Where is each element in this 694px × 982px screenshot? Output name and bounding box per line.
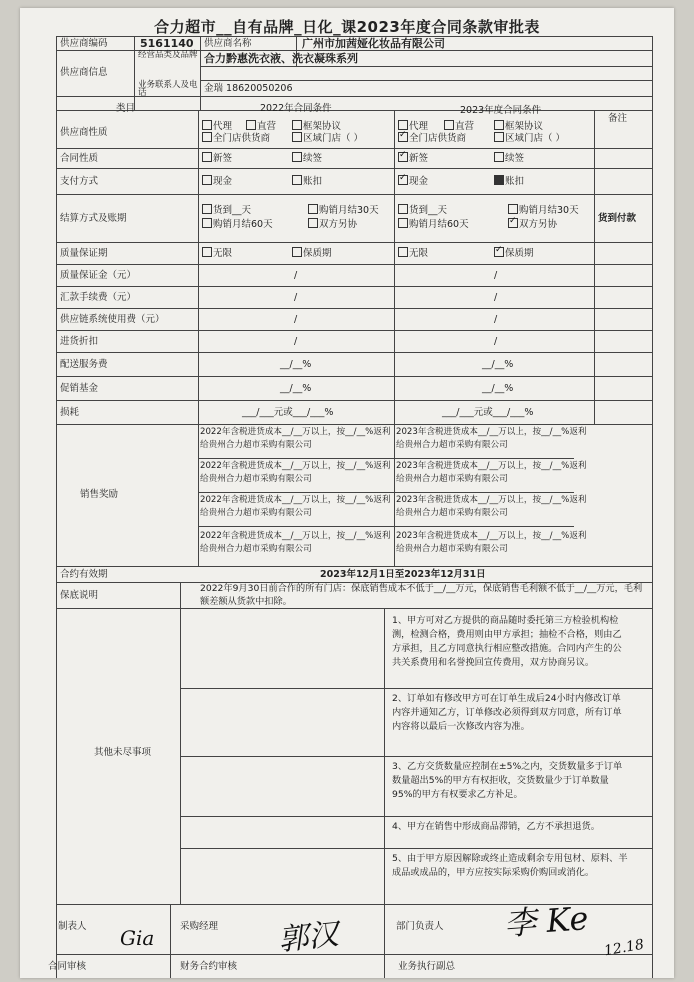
checkbox-new-2023[interactable] xyxy=(398,152,408,162)
contact-value: 金瑞 18620050206 xyxy=(204,83,293,94)
checkbox-monthly30-2023[interactable] xyxy=(508,204,518,214)
checkbox-frame-2023[interactable] xyxy=(494,120,504,130)
row-payment-method: 支付方式 xyxy=(60,176,99,187)
term-1: 1、甲方可对乙方提供的商品随时委托第三方检验机构检测，检测合格，费用则由甲方承担；抽检不合格，则由乙方承担，且乙方同意执行相应整改措施。合同内产生的公共关系费用和名誉挽回宣传费用，双方协商另议。 xyxy=(392,615,622,668)
checkbox-direct-2022[interactable] xyxy=(246,120,256,130)
guarantee-text: 2022年9月30日前合作的所有门店：保底销售成本不低于__/__万元，保底销售毛利额不低于__/__万元，毛利额差额从货款中扣除。 xyxy=(200,583,643,607)
option-monthly60-2022: 购销月结60天 xyxy=(202,218,273,231)
checkbox-monthly60-2022[interactable] xyxy=(202,218,212,228)
option-all-store-2022: 全门店供货商 xyxy=(202,132,270,145)
reward-2023-2: 2023年含税进货成本__/__万以上，按__/__%返利给贵州合力超市采购有限公司 xyxy=(396,461,587,484)
row-remit-fee: 汇款手续费（元） xyxy=(60,292,137,303)
header-category: 类目 xyxy=(116,103,136,114)
header-2023: 2023年度合同条件 xyxy=(460,105,542,116)
row-promo-fund: 促销基金 xyxy=(60,383,99,394)
row-supplier-nature: 供应商性质 xyxy=(60,127,108,138)
checkbox-cash-2023[interactable] xyxy=(398,175,408,185)
checkbox-frame-2022[interactable] xyxy=(292,120,302,130)
option-region-2023: 区域门店（ ） xyxy=(494,132,565,145)
reward-2022-4: 2022年含税进货成本__/__万以上，按__/__%返利给贵州合力超市采购有限公司 xyxy=(200,531,391,554)
option-unlimited-2022: 无限 xyxy=(202,247,232,260)
checkbox-negotiate-2023[interactable] xyxy=(508,218,518,228)
checkbox-new-2022[interactable] xyxy=(202,152,212,162)
option-monthly30-2023: 购销月结30天 xyxy=(508,204,579,217)
checkbox-unlimited-2022[interactable] xyxy=(202,247,212,257)
category-value: 合力黔惠洗衣液、洗衣凝珠系列 xyxy=(204,52,358,65)
maker-label: 制表人 xyxy=(58,921,87,932)
checkbox-region-2022[interactable] xyxy=(292,132,302,142)
row-quality-deposit: 质量保证金（元） xyxy=(60,270,137,281)
row-contract-nature: 合同性质 xyxy=(60,153,99,164)
row-other: 其他未尽事项 xyxy=(94,747,152,758)
purchase-discount-2022: / xyxy=(294,336,298,347)
row-valid-period: 合约有效期 xyxy=(60,569,108,580)
contract-review-label: 合同审核 xyxy=(48,961,87,972)
option-renew-2022: 续签 xyxy=(292,152,322,165)
option-cash-2022: 现金 xyxy=(202,175,232,188)
checkbox-pay-delivery-2023[interactable] xyxy=(398,204,408,214)
supply-chain-fee-2022: / xyxy=(294,314,298,325)
checkbox-negotiate-2022[interactable] xyxy=(308,218,318,228)
supplier-info-label: 供应商信息 xyxy=(60,67,108,78)
option-unlimited-2023: 无限 xyxy=(398,247,428,260)
maker-signature: Gia xyxy=(120,926,155,950)
checkbox-period-2023[interactable] xyxy=(494,247,504,257)
delivery-fee-2022: __/__% xyxy=(280,359,312,370)
purchase-manager-label: 采购经理 xyxy=(180,921,219,932)
option-pay-delivery-2022: 货到__天 xyxy=(202,204,251,217)
purchase-discount-2023: / xyxy=(494,336,498,347)
option-direct-2022: 直营 xyxy=(246,120,276,133)
promo-fund-2022: __/__% xyxy=(280,383,312,394)
supply-chain-fee-2023: / xyxy=(494,314,498,325)
checkbox-cash-2022[interactable] xyxy=(202,175,212,185)
settlement-remark: 货到付款 xyxy=(598,213,637,224)
checkbox-agent-2022[interactable] xyxy=(202,120,212,130)
option-new-2022: 新签 xyxy=(202,152,232,165)
valid-period-value: 2023年12月1日至2023年12月31日 xyxy=(320,569,486,580)
checkbox-region-2023[interactable] xyxy=(494,132,504,142)
supplier-code-label: 供应商编码 xyxy=(60,38,108,49)
vp-label: 业务执行副总 xyxy=(398,961,456,972)
reward-2023-3: 2023年含税进货成本__/__万以上，按__/__%返利给贵州合力超市采购有限公司 xyxy=(396,495,587,518)
supplier-code-value: 5161140 xyxy=(140,37,194,50)
row-delivery-fee: 配送服务费 xyxy=(60,359,108,370)
checkbox-deduct-2023[interactable] xyxy=(494,175,504,185)
option-negotiate-2023: ✓ 双方另协 xyxy=(508,218,557,231)
option-cash-2023: ✓ 现金 xyxy=(398,175,428,188)
reward-2023-4: 2023年含税进货成本__/__万以上，按__/__%返利给贵州合力超市采购有限公司 xyxy=(396,531,587,554)
reward-2022-1: 2022年含税进货成本__/__万以上，按__/__%返利给贵州合力超市采购有限公司 xyxy=(200,427,391,450)
row-purchase-discount: 进货折扣 xyxy=(60,336,99,347)
row-guarantee: 保底说明 xyxy=(60,590,99,601)
loss-2022: ___/___元或___/___% xyxy=(242,407,334,418)
checkbox-renew-2022[interactable] xyxy=(292,152,302,162)
dept-head-label: 部门负责人 xyxy=(396,921,444,932)
remit-fee-2022: / xyxy=(294,292,298,303)
form-title: 合力超市__自有品牌_日化_课2023年度合同条款审批表 xyxy=(154,18,540,36)
row-settlement: 结算方式及账期 xyxy=(60,213,127,224)
reward-2023-1: 2023年含税进货成本__/__万以上，按__/__%返利给贵州合力超市采购有限公司 xyxy=(396,427,587,450)
option-monthly30-2022: 购销月结30天 xyxy=(308,204,379,217)
reward-2022-3: 2022年含税进货成本__/__万以上，按__/__%返利给贵州合力超市采购有限公司 xyxy=(200,495,391,518)
term-2: 2、订单如有修改甲方可在订单生成后24小时内修改订单内容并通知乙方，订单修改必须得到双方同意，所有订单内容将以最后一次修改内容为准。 xyxy=(392,693,622,732)
option-period-2022: 保质期 xyxy=(292,247,332,260)
category-label: 经营品类及品牌 xyxy=(138,50,198,60)
loss-2023: ___/___元或___/___% xyxy=(442,407,534,418)
term-5: 5、由于甲方原因解除或终止造成剩余专用包材、原料、半成品或成品的，甲方应按实际采购价购回或消化。 xyxy=(392,853,628,878)
supplier-name-label: 供应商名称 xyxy=(204,38,252,49)
row-supply-chain-fee: 供应链系统使用费（元） xyxy=(60,314,165,325)
quality-deposit-2022: / xyxy=(294,270,298,281)
checkbox-all-store-2023[interactable] xyxy=(398,132,408,142)
head-signature: 李 Ke xyxy=(502,899,590,943)
finance-review-label: 财务合约审核 xyxy=(180,961,238,972)
option-renew-2023: 续签 xyxy=(494,152,524,165)
approval-form xyxy=(20,8,674,978)
checkbox-pay-delivery-2022[interactable] xyxy=(202,204,212,214)
option-agent-2023: 代理 xyxy=(398,120,428,133)
option-region-2022: 区域门店（ ） xyxy=(292,132,363,145)
row-quality-period: 质量保证期 xyxy=(60,248,108,259)
checkbox-period-2022[interactable] xyxy=(292,247,302,257)
header-remark: 备注 xyxy=(608,113,628,124)
option-new-2023: ✓ 新签 xyxy=(398,152,428,165)
header-2022: 2022年合同条件 xyxy=(260,103,332,114)
option-deduct-2022: 账扣 xyxy=(292,175,322,188)
delivery-fee-2023: __/__% xyxy=(482,359,514,370)
term-4: 4、甲方在销售中形成商品滞销，乙方不承担退货。 xyxy=(392,821,600,832)
sign-date: 12.18 xyxy=(602,936,646,960)
checkbox-monthly60-2023[interactable] xyxy=(398,218,408,228)
promo-fund-2023: __/__% xyxy=(482,383,514,394)
option-negotiate-2022: 双方另协 xyxy=(308,218,357,231)
row-loss: 损耗 xyxy=(60,407,80,418)
contact-label: 业务联系人及电话 xyxy=(138,80,198,98)
option-deduct-2023: 账扣 xyxy=(494,175,524,188)
option-monthly60-2023: 购销月结60天 xyxy=(398,218,469,231)
quality-deposit-2023: / xyxy=(494,270,498,281)
term-3: 3、乙方交货数量应控制在±5%之内，交货数量多于订单数量超出5%的甲方有权拒收，交货数量少于订单数量95%的甲方有权要求乙方补足。 xyxy=(392,761,623,800)
remit-fee-2023: / xyxy=(494,292,498,303)
supplier-name-value: 广州市加茜娅化妆品有限公司 xyxy=(302,37,445,50)
option-direct-2023: 直营 xyxy=(444,120,474,133)
checkbox-unlimited-2023[interactable] xyxy=(398,247,408,257)
row-sales-reward: 销售奖励 xyxy=(80,489,119,500)
checkbox-direct-2023[interactable] xyxy=(444,120,454,130)
option-all-store-2023: ✓全门店供货商 xyxy=(398,132,466,145)
option-pay-delivery-2023: 货到__天 xyxy=(398,204,447,217)
option-agent-2022: 代理 xyxy=(202,120,232,133)
checkbox-renew-2023[interactable] xyxy=(494,152,504,162)
option-frame-2023: 框架协议 xyxy=(494,120,543,133)
checkbox-monthly30-2022[interactable] xyxy=(308,204,318,214)
checkbox-deduct-2022[interactable] xyxy=(292,175,302,185)
checkbox-all-store-2022[interactable] xyxy=(202,132,212,142)
manager-signature: 郭汉 xyxy=(276,916,341,959)
option-period-2023: ✓ 保质期 xyxy=(494,247,534,260)
option-frame-2022: 框架协议 xyxy=(292,120,341,133)
reward-2022-2: 2022年含税进货成本__/__万以上，按__/__%返利给贵州合力超市采购有限公司 xyxy=(200,461,391,484)
